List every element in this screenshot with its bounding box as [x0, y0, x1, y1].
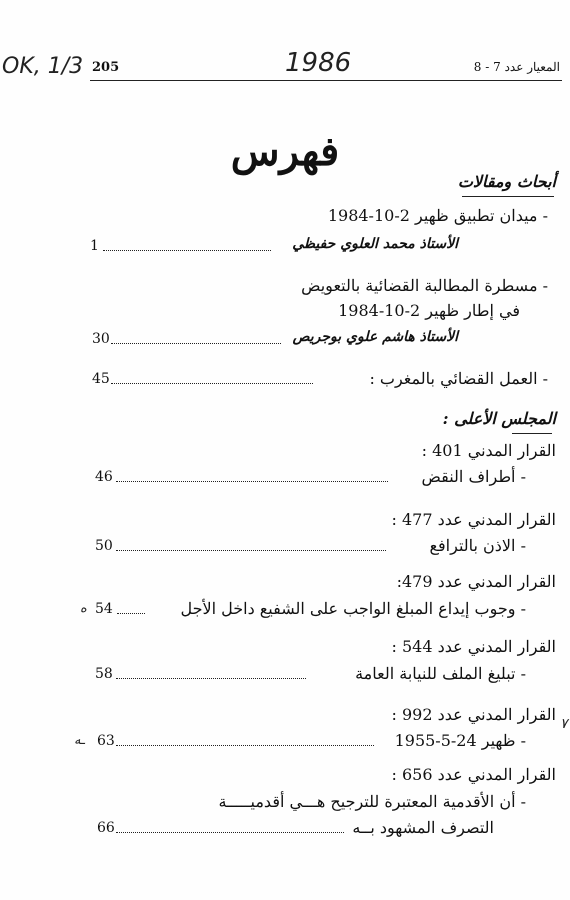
handwritten-mark: ه — [80, 601, 87, 616]
leader-dots — [116, 550, 386, 551]
leader-dots — [116, 745, 374, 746]
decision-subject: - ظهير 24-5-1955 — [394, 731, 526, 750]
entry-title: - مسطرة المطالبة القضائية بالتعويض — [301, 276, 548, 295]
decision-page: 46 — [95, 469, 113, 485]
decision-subject: - أن الأقدمية المعتبرة للترجيح هـــي أقدميـــــة — [218, 792, 526, 811]
decision-header: القرار المدني عدد 992 : — [391, 705, 556, 724]
entry-page: 30 — [92, 331, 110, 347]
decision-page: 54 — [95, 601, 113, 617]
entry-page: 1 — [90, 238, 99, 254]
section-underline — [462, 196, 554, 197]
decision-page: 50 — [95, 538, 113, 554]
entry-title: - ميدان تطبيق ظهير 2-10-1984 — [327, 206, 548, 225]
handwritten-mark: ـه — [74, 733, 85, 748]
decision-subject: - أطراف النقض — [421, 467, 526, 486]
decision-header: القرار المدني 401 : — [421, 441, 556, 460]
leader-dots — [111, 383, 313, 384]
entry-page: 45 — [92, 371, 110, 387]
handwritten-note: OK, 1/3 — [2, 54, 84, 79]
decision-header: القرار المدني عدد 479: — [396, 572, 556, 591]
decision-subject: - وجوب إيداع المبلغ الواجب على الشفيع داخل الأجل — [180, 599, 526, 618]
decision-page: 58 — [95, 666, 113, 682]
decision-page: 63 — [97, 733, 115, 749]
handwritten-year: 1986 — [285, 48, 352, 78]
decision-header: القرار المدني عدد 656 : — [391, 765, 556, 784]
header-rule — [90, 80, 562, 81]
section-underline — [512, 433, 552, 434]
leader-dots — [111, 343, 281, 344]
margin-mark: ٧ — [560, 716, 568, 732]
page-number: 205 — [92, 60, 120, 75]
leader-dots — [103, 250, 271, 251]
entry-title-cont: في إطار ظهير 2-10-1984 — [338, 301, 520, 320]
decision-subject: - تبليغ الملف للنيابة العامة — [355, 664, 526, 683]
section-heading-supreme-council: المجلس الأعلى : — [442, 409, 556, 428]
entry-title: - العمل القضائي بالمغرب : — [369, 369, 548, 388]
entry-author: الأستاذ هاشم علوي بوجريص — [292, 329, 458, 345]
decision-header: القرار المدني عدد 477 : — [391, 510, 556, 529]
decision-header: القرار المدني عدد 544 : — [391, 637, 556, 656]
decision-subject: - الاذن بالترافع — [429, 536, 526, 555]
leader-dots — [117, 613, 145, 614]
decision-subject-cont: التصرف المشهود بــه — [352, 818, 494, 837]
section-heading-studies: أبحاث ومقالات — [457, 172, 556, 191]
entry-author: الأستاذ محمد العلوي حفيظي — [292, 236, 458, 252]
decision-page: 66 — [97, 820, 115, 836]
leader-dots — [116, 832, 344, 833]
page-title: فهرس — [230, 128, 340, 175]
leader-dots — [116, 678, 306, 679]
journal-info: المعيار عدد 7 - 8 — [473, 60, 560, 74]
leader-dots — [116, 481, 388, 482]
